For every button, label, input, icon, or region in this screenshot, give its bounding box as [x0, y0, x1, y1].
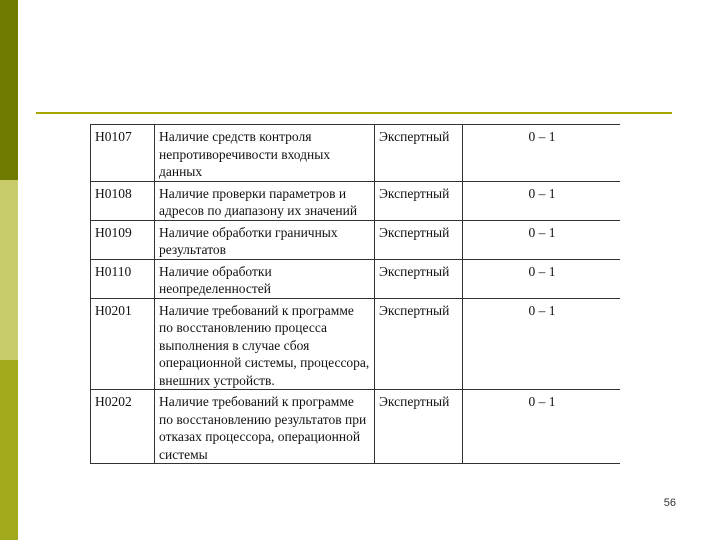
row-code: Н0109 [91, 220, 155, 259]
title-divider [36, 112, 672, 114]
row-name: Наличие средств контроля непротиворечивости входных данных [155, 125, 375, 182]
row-type: Экспертный [375, 181, 463, 220]
row-range: 0 – 1 [463, 390, 621, 464]
requirements-table-container [90, 124, 620, 484]
table-row [91, 220, 621, 259]
row-range: 0 – 1 [463, 181, 621, 220]
row-name: Наличие требований к программе по восстановлению результатов при отказах процессора, операционной системы [155, 390, 375, 464]
row-type: Экспертный [375, 259, 463, 298]
table-row [91, 298, 621, 390]
requirements-table [90, 124, 620, 464]
row-range: 0 – 1 [463, 125, 621, 182]
row-code: Н0107 [91, 125, 155, 182]
row-name: Наличие проверки параметров и адресов по диапазону их значений [155, 181, 375, 220]
table-row [91, 125, 621, 182]
row-name: Наличие требований к программе по восстановлению процесса выполнения в случае сбоя операционной системы, процессора, внешних устройств. [155, 298, 375, 390]
table-row [91, 181, 621, 220]
row-type: Экспертный [375, 298, 463, 390]
row-range: 0 – 1 [463, 220, 621, 259]
sidebar-stripe-mid [0, 360, 18, 540]
row-code: Н0201 [91, 298, 155, 390]
row-type: Экспертный [375, 390, 463, 464]
row-code: Н0110 [91, 259, 155, 298]
row-type: Экспертный [375, 125, 463, 182]
table-row [91, 259, 621, 298]
row-name: Наличие обработки граничных результатов [155, 220, 375, 259]
sidebar-stripe-light [0, 180, 18, 360]
row-range: 0 – 1 [463, 259, 621, 298]
row-code: Н0202 [91, 390, 155, 464]
sidebar-stripe-dark [0, 0, 18, 180]
row-range: 0 – 1 [463, 298, 621, 390]
row-name: Наличие обработки неопределенностей [155, 259, 375, 298]
row-type: Экспертный [375, 220, 463, 259]
slide-number: 56 [663, 497, 676, 509]
row-code: Н0108 [91, 181, 155, 220]
table-row [91, 390, 621, 464]
